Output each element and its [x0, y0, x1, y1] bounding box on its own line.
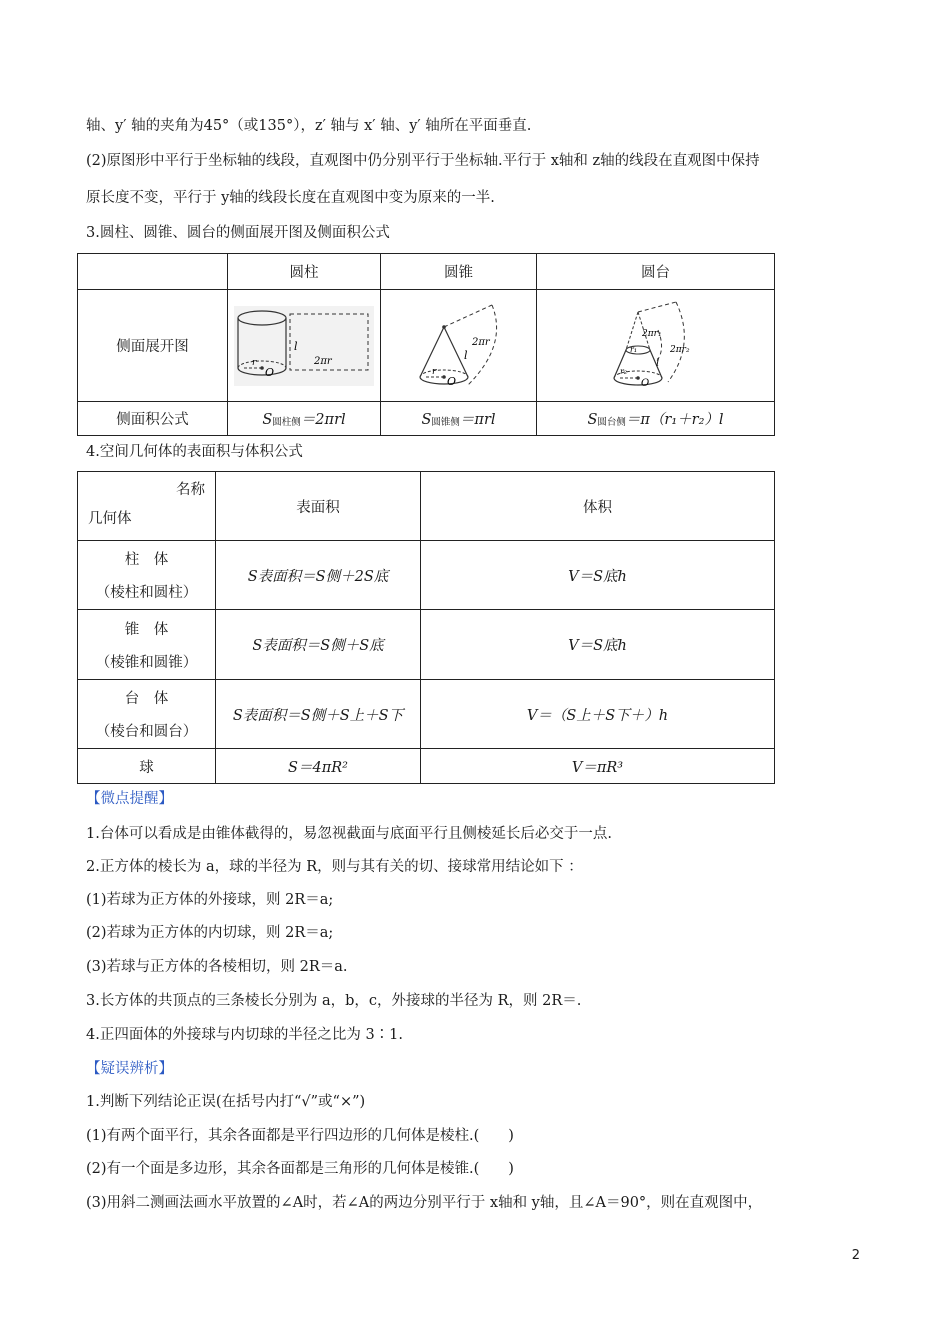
frustum-net-figure	[537, 290, 775, 402]
frus-2pir2-label: 2πr₂	[669, 344, 690, 355]
cyl-2pir-label: 2πr	[314, 355, 332, 367]
frus-2pir1-label: 2πr₁	[641, 328, 662, 339]
tip-2-3: (3)若球与正方体的各棱相切，则 2R＝a.	[86, 959, 348, 975]
tip-4: 4.正四面体的外接球与内切球的半径之比为 3∶1.	[86, 1027, 404, 1043]
table2-corner	[78, 472, 216, 541]
row-label-net: 侧面展开图	[78, 290, 228, 402]
row-label-formula: 侧面积公式	[78, 402, 228, 436]
row-frustum-sub: （棱台和圆台）	[95, 724, 198, 740]
formula-cylinder	[228, 402, 381, 436]
formula-frus-sub: 圆台侧	[597, 417, 626, 428]
formula-cone-rest: ＝πrl	[459, 412, 496, 428]
cone-r-label: r	[431, 366, 436, 377]
text-length-rule: 原长度不变，平行于 y轴的线段长度在直观图中变为原来的一半.	[86, 190, 495, 206]
corner-name-label: 名称	[176, 482, 205, 498]
frus-r2-label: r₂	[619, 366, 627, 376]
frustum-net-diagram	[596, 300, 716, 392]
text-parallel-rule: (2)原图形中平行于坐标轴的线段，直观图中仍分别平行于坐标轴.平行于 x轴和 z轴的线段在直观图中保持	[86, 153, 760, 169]
cone-2pir-label: 2πr	[471, 336, 490, 348]
sphere-surface-formula: S＝4πR²	[216, 749, 421, 784]
section-4-heading: 4.空间几何体的表面积与体积公式	[86, 444, 303, 460]
formula-cyl-s: S	[262, 412, 273, 428]
sphere-volume-formula: V＝πR³	[421, 749, 775, 784]
header-cylinder: 圆柱	[228, 254, 381, 290]
row-pyramid-name: 锥 体	[124, 621, 169, 638]
frus-l-label: l	[655, 357, 659, 369]
formula-cone-s: S	[421, 412, 432, 428]
frustum-volume-formula: V＝（S上＋S下＋）h	[421, 680, 775, 749]
cyl-r-label: r	[252, 357, 257, 368]
header-frustum: 圆台	[537, 254, 775, 290]
errors-title: 【疑误辨析】	[86, 1061, 173, 1077]
row-sphere-name: 球	[78, 749, 216, 784]
row-prism	[78, 541, 216, 610]
formula-frus-s: S	[587, 412, 598, 428]
prism-surface-formula: S表面积＝S侧＋2S底	[216, 541, 421, 610]
table1-corner	[78, 254, 228, 290]
row-pyramid	[78, 610, 216, 680]
header-volume: 体积	[421, 472, 775, 541]
pyramid-volume-formula: V＝S底h	[421, 610, 775, 680]
surface-volume-table	[77, 471, 775, 784]
formula-frus-rest: ＝π（r₁＋r₂）l	[625, 412, 724, 428]
error-item-1: (1)有两个面平行，其余各面都是平行四边形的几何体是棱柱.( )	[86, 1128, 514, 1144]
header-surface-area: 表面积	[216, 472, 421, 541]
section-3-heading: 3.圆柱、圆锥、圆台的侧面展开图及侧面积公式	[86, 225, 390, 241]
tip-1: 1.台体可以看成是由锥体截得的，易忽视截面与底面平行且侧棱延长后必交于一点.	[86, 826, 612, 842]
frus-o-label: O	[640, 377, 649, 389]
page-number: 2	[851, 1248, 860, 1263]
row-frustum	[78, 680, 216, 749]
cyl-o-label: O	[265, 365, 275, 379]
tip-3: 3.长方体的共顶点的三条棱长分别为 a，b，c，外接球的半径为 R，则 2R＝.	[86, 993, 582, 1009]
header-cone: 圆锥	[381, 254, 537, 290]
cone-o-label: O	[446, 374, 456, 388]
tip-2: 2.正方体的棱长为 a，球的半径为 R，则与其有关的切、接球常用结论如下 ：	[86, 859, 583, 875]
error-item-2: (2)有一个面是多边形，其余各面都是三角形的几何体是棱锥.( )	[86, 1161, 514, 1177]
formula-frustum	[537, 402, 775, 436]
corner-solid-label: 几何体	[88, 511, 132, 527]
prism-volume-formula: V＝S底h	[421, 541, 775, 610]
text-axis-angle: 轴、y′ 轴的夹角为45°（或135°），z′ 轴与 x′ 轴、y′ 轴所在平面垂直.	[86, 118, 532, 134]
cylinder-net-figure	[228, 290, 381, 402]
row-pyramid-sub: （棱锥和圆锥）	[95, 654, 198, 671]
cylinder-net-diagram	[234, 306, 374, 386]
pyramid-surface-formula: S表面积＝S侧＋S底	[216, 610, 421, 680]
frus-r1-label: r₁	[629, 344, 637, 354]
tip-2-1: (1)若球为正方体的外接球，则 2R＝a;	[86, 892, 334, 908]
row-frustum-name: 台 体	[124, 691, 169, 707]
formula-cone	[381, 402, 537, 436]
formula-cone-sub: 圆锥侧	[431, 417, 460, 428]
tips-title: 【微点提醒】	[86, 791, 173, 807]
cone-net-figure	[381, 290, 537, 402]
error-item-3: (3)用斜二测画法画水平放置的∠A时，若∠A的两边分别平行于 x轴和 y轴，且∠A＝90°，则在直观图中，	[86, 1195, 763, 1211]
row-prism-name: 柱 体	[124, 552, 169, 568]
formula-cyl-sub: 圆柱侧	[272, 417, 301, 428]
error-item-intro: 1.判断下列结论正误(在括号内打“√”或“×”)	[86, 1094, 366, 1110]
tip-2-2: (2)若球为正方体的内切球，则 2R＝a;	[86, 925, 334, 941]
formula-cyl-rest: ＝2πrl	[300, 412, 346, 428]
row-prism-sub: （棱柱和圆柱）	[95, 585, 198, 601]
cyl-l-label: l	[294, 339, 298, 353]
cone-net-diagram	[404, 301, 514, 391]
lateral-area-table	[77, 253, 775, 436]
frustum-surface-formula: S表面积＝S侧＋S上＋S下	[216, 680, 421, 749]
cone-l-label: l	[463, 348, 468, 362]
